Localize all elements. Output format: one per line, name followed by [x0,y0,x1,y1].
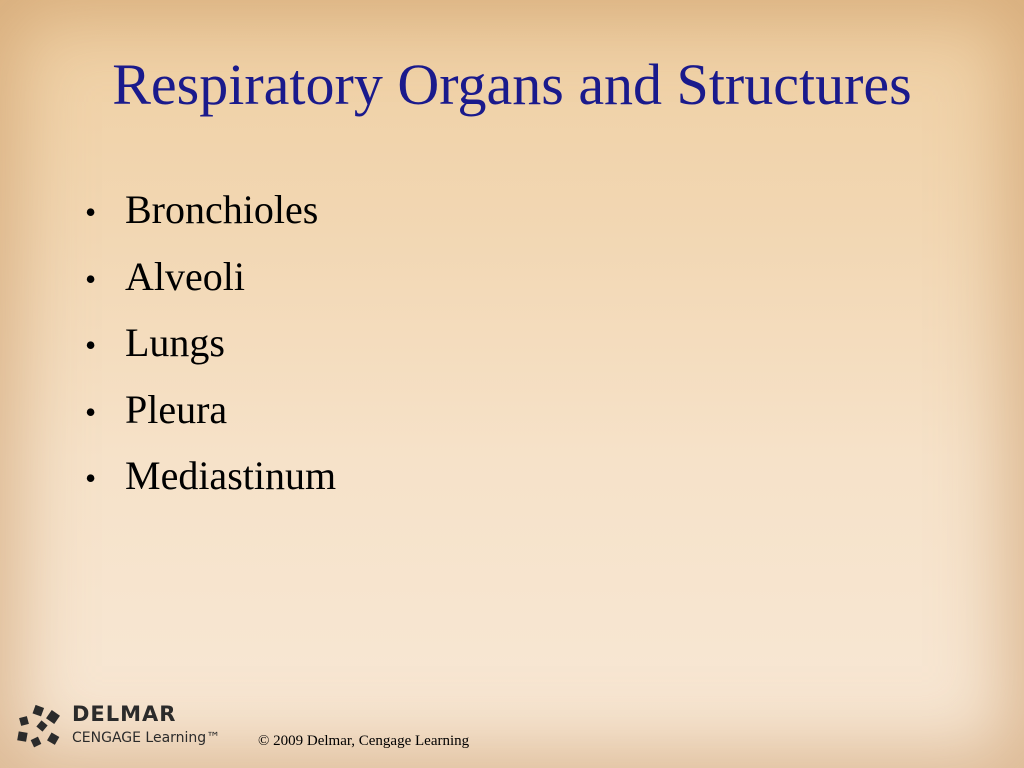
copyright-notice: © 2009 Delmar, Cengage Learning [258,733,470,749]
logo-mark-icon [16,704,62,750]
bullet-icon: • [85,460,97,496]
bullet-icon: • [85,327,97,363]
bullet-icon: • [85,194,97,230]
publisher-logo [16,704,246,752]
bullet-list [85,178,336,511]
bullet-item [85,444,336,511]
bullet-text: Bronchioles [125,187,319,232]
bullet-item [85,245,336,312]
bullet-icon: • [85,393,97,430]
bullet-text: Mediastinum [125,453,337,498]
slide-title: Respiratory Organs and Structures [112,52,912,117]
logo-wordmark-delmar: DELMAR [72,702,177,726]
bullet-text: Alveoli [125,253,245,299]
bullet-icon: • [85,260,97,297]
bullet-text: Lungs [125,320,225,365]
bullet-text: Pleura [125,386,228,432]
bullet-item [85,178,336,245]
logo-wordmark-cengage: CENGAGE Learning™ [72,730,221,746]
bullet-item [85,378,336,445]
bullet-item [85,311,336,378]
